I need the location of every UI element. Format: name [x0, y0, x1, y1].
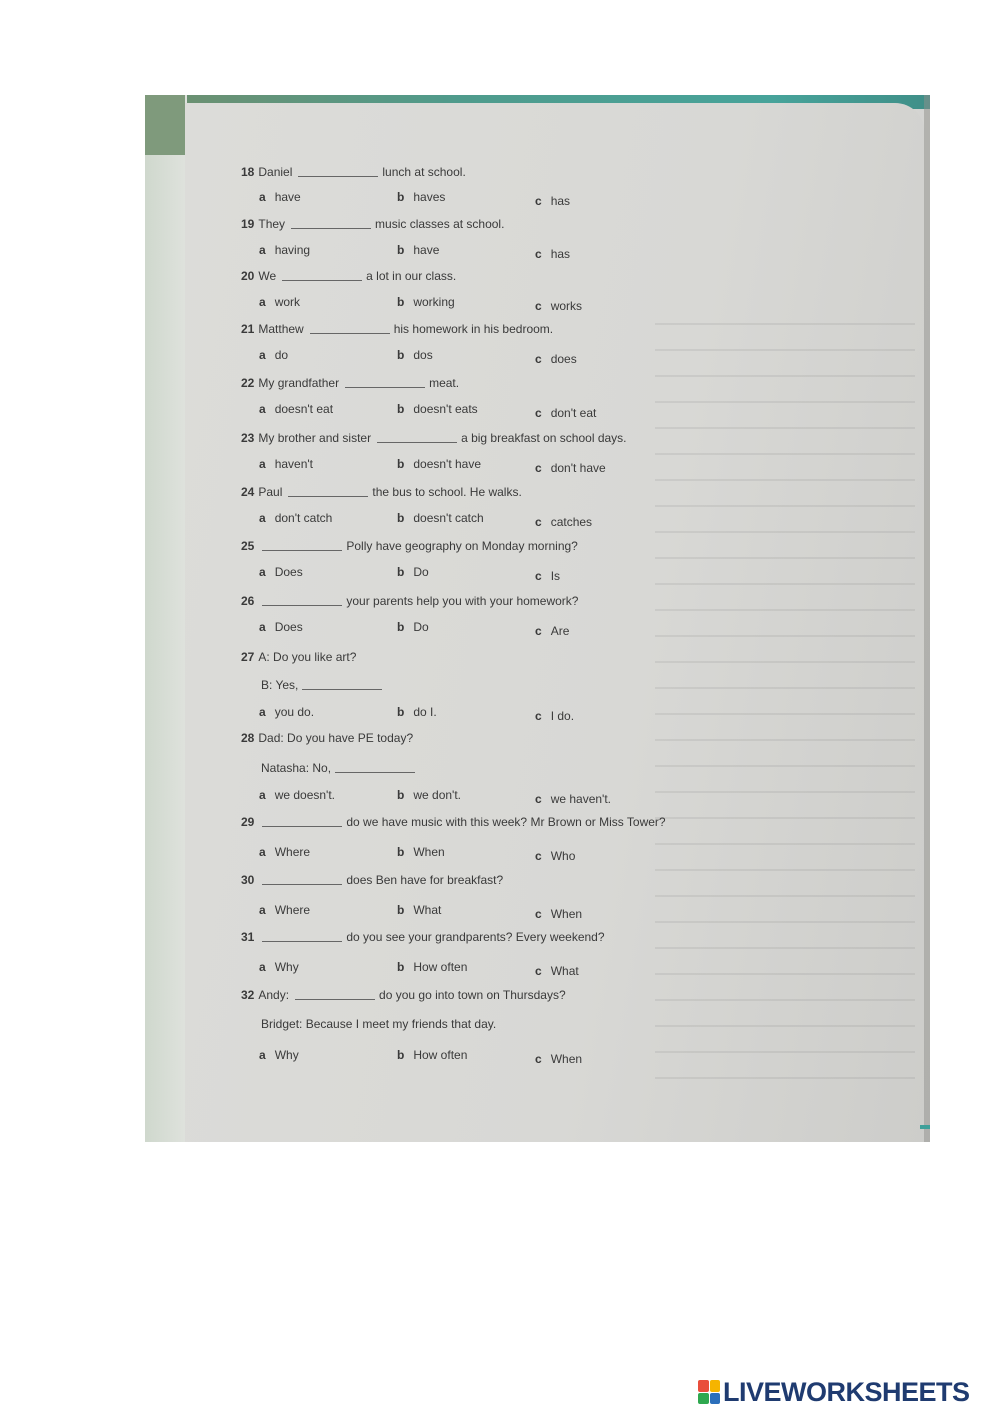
option-b[interactable] [397, 348, 433, 362]
option-text: does [550, 352, 577, 366]
answer-blank[interactable] [345, 377, 425, 388]
option-letter: b [397, 565, 405, 579]
question-text-after: do you see your grandparents? Every weekend? [346, 930, 605, 944]
answer-blank[interactable] [262, 874, 342, 885]
option-a[interactable] [259, 295, 300, 309]
question-text-after: a lot in our class. [366, 269, 457, 283]
option-a[interactable] [259, 348, 288, 362]
answer-blank[interactable] [291, 218, 371, 229]
option-b[interactable] [397, 402, 478, 416]
option-letter: c [535, 194, 542, 208]
option-c[interactable] [535, 964, 579, 978]
question-number: 19 [241, 217, 255, 231]
option-letter: a [259, 457, 266, 471]
option-letter: b [397, 1048, 405, 1062]
option-text: working [413, 295, 455, 309]
option-letter: b [397, 243, 405, 257]
option-letter: c [535, 1052, 542, 1066]
option-text: Are [550, 624, 570, 638]
option-c[interactable] [535, 247, 570, 261]
question-number: 27 [241, 650, 255, 664]
option-c[interactable] [535, 709, 574, 723]
question-text-before: Daniel [258, 165, 293, 179]
answer-blank[interactable] [262, 931, 342, 942]
question-text-after: your parents help you with your homework? [346, 594, 579, 608]
answer-blank[interactable] [302, 679, 382, 690]
question-25 [241, 539, 578, 553]
option-letter: b [397, 402, 405, 416]
option-letter: c [535, 461, 542, 475]
question-24 [241, 485, 522, 499]
question-number: 31 [241, 930, 255, 944]
option-letter: b [397, 903, 405, 917]
option-c[interactable] [535, 907, 582, 921]
option-text: doesn't eats [413, 402, 478, 416]
option-b[interactable] [397, 457, 481, 471]
question-32 [241, 988, 566, 1002]
option-a[interactable] [259, 1048, 299, 1062]
option-b[interactable] [397, 903, 441, 917]
option-letter: a [259, 620, 266, 634]
option-a[interactable] [259, 788, 335, 802]
option-text: we haven't. [550, 792, 612, 806]
book-cover-edge [145, 95, 187, 1142]
option-letter: a [259, 295, 266, 309]
option-letter: a [259, 402, 266, 416]
option-a[interactable] [259, 620, 303, 634]
answer-blank[interactable] [282, 270, 362, 281]
question-text-after: a big breakfast on school days. [461, 431, 627, 445]
option-letter: b [397, 511, 405, 525]
question-22 [241, 376, 459, 390]
option-a[interactable] [259, 457, 313, 471]
question-number: 26 [241, 594, 255, 608]
option-text: catches [550, 515, 593, 529]
option-c[interactable] [535, 194, 570, 208]
option-text: work [274, 295, 301, 309]
answer-blank[interactable] [335, 762, 415, 773]
option-a[interactable] [259, 402, 333, 416]
logo-icon [698, 1380, 720, 1404]
option-letter: b [397, 620, 405, 634]
option-text: Where [274, 845, 311, 859]
option-b[interactable] [397, 243, 439, 257]
option-a[interactable] [259, 705, 314, 719]
option-text: don't have [550, 461, 606, 475]
question-text-before: We [258, 269, 277, 283]
question-text-after: do we have music with this week? Mr Brown or Miss Tower? [346, 815, 666, 829]
question-text-after: lunch at school. [382, 165, 466, 179]
option-text: we don't. [413, 788, 461, 802]
option-text: Why [274, 960, 299, 974]
option-b[interactable] [397, 511, 484, 525]
question-number: 29 [241, 815, 255, 829]
option-text: has [550, 247, 571, 261]
option-letter: a [259, 511, 266, 525]
option-letter: b [397, 457, 405, 471]
question-29 [241, 815, 666, 829]
question-27-second-line [261, 678, 386, 692]
option-text: When [413, 845, 445, 859]
question-number: 20 [241, 269, 255, 283]
option-text: having [274, 243, 311, 257]
option-letter: c [535, 569, 542, 583]
question-18 [241, 165, 466, 179]
dialogue-text: Bridget: Because I meet my friends that day. [261, 1017, 497, 1031]
option-c[interactable] [535, 406, 596, 420]
option-text: When [550, 907, 583, 921]
question-31 [241, 930, 605, 944]
option-text: Why [274, 1048, 299, 1062]
option-c[interactable] [535, 461, 606, 475]
answer-blank[interactable] [298, 166, 378, 177]
option-text: has [550, 194, 571, 208]
option-letter: c [535, 515, 542, 529]
question-text-after: Polly have geography on Monday morning? [346, 539, 578, 553]
option-text: don't catch [274, 511, 333, 525]
option-letter: c [535, 352, 542, 366]
question-text-after: do you go into town on Thursdays? [379, 988, 566, 1002]
option-b[interactable] [397, 295, 455, 309]
option-b[interactable] [397, 788, 461, 802]
answer-blank[interactable] [310, 323, 390, 334]
option-text: doesn't have [413, 457, 482, 471]
question-30 [241, 873, 503, 887]
question-text-after: the bus to school. He walks. [372, 485, 522, 499]
question-number: 25 [241, 539, 255, 553]
option-letter: a [259, 348, 266, 362]
option-letter: a [259, 960, 266, 974]
question-32-second-line [261, 1017, 496, 1031]
option-text: works [550, 299, 583, 313]
option-text: Who [550, 849, 576, 863]
option-letter: a [259, 845, 266, 859]
question-28 [241, 731, 415, 745]
option-a[interactable] [259, 903, 310, 917]
option-text: dos [413, 348, 433, 362]
question-number: 18 [241, 165, 255, 179]
question-text-before: My grandfather [258, 376, 340, 390]
question-19 [241, 217, 504, 231]
question-text-before: Paul [258, 485, 283, 499]
option-letter: c [535, 849, 542, 863]
option-text: doesn't catch [413, 511, 484, 525]
question-21 [241, 322, 553, 336]
question-number: 30 [241, 873, 255, 887]
answer-blank[interactable] [295, 989, 375, 1000]
question-text-after: meat. [429, 376, 460, 390]
option-c[interactable] [535, 849, 575, 863]
option-c[interactable] [535, 792, 611, 806]
question-text-after: does Ben have for breakfast? [346, 873, 504, 887]
option-letter: b [397, 845, 405, 859]
option-b[interactable] [397, 620, 429, 634]
option-letter: c [535, 964, 542, 978]
question-text-before: Matthew [258, 322, 304, 336]
logo-text: LIVEWORKSHEETS [723, 1376, 970, 1407]
question-23 [241, 431, 627, 445]
option-letter: a [259, 565, 266, 579]
option-letter: a [259, 788, 266, 802]
option-text: Does [274, 565, 303, 579]
option-text: do I. [413, 705, 437, 719]
option-text: Do [413, 620, 429, 634]
option-a[interactable] [259, 845, 310, 859]
option-b[interactable] [397, 190, 445, 204]
option-text: do [274, 348, 289, 362]
question-text-before: A: Do you like art? [258, 650, 357, 664]
option-text: have [274, 190, 301, 204]
option-a[interactable] [259, 960, 299, 974]
question-number: 32 [241, 988, 255, 1002]
option-letter: a [259, 903, 266, 917]
option-text: don't eat [550, 406, 597, 420]
question-text-after: music classes at school. [375, 217, 505, 231]
question-number: 22 [241, 376, 255, 390]
option-letter: b [397, 705, 405, 719]
question-text-before: Dad: Do you have PE today? [258, 731, 414, 745]
option-c[interactable] [535, 569, 560, 583]
worksheet-photo [145, 95, 930, 1142]
option-c[interactable] [535, 1052, 582, 1066]
option-text: have [413, 243, 440, 257]
option-c[interactable] [535, 624, 569, 638]
option-text: How often [413, 1048, 468, 1062]
option-b[interactable] [397, 1048, 467, 1062]
option-letter: b [397, 348, 405, 362]
question-text-after: his homework in his bedroom. [393, 322, 554, 336]
option-letter: c [535, 709, 542, 723]
option-letter: a [259, 1048, 266, 1062]
option-letter: c [535, 299, 542, 313]
question-number: 23 [241, 431, 255, 445]
option-text: When [550, 1052, 583, 1066]
option-letter: b [397, 788, 405, 802]
option-text: What [413, 903, 442, 917]
question-number: 24 [241, 485, 255, 499]
option-letter: b [397, 295, 405, 309]
answer-blank[interactable] [262, 816, 342, 827]
option-text: I do. [550, 709, 575, 723]
bleed-through-text [655, 323, 915, 1103]
question-26 [241, 594, 578, 608]
answer-blank[interactable] [262, 595, 342, 606]
option-text: haven't [274, 457, 314, 471]
question-28-second-line [261, 761, 419, 775]
question-27 [241, 650, 358, 664]
option-letter: a [259, 243, 266, 257]
option-text: Where [274, 903, 311, 917]
question-20 [241, 269, 456, 283]
option-c[interactable] [535, 352, 577, 366]
option-text: How often [413, 960, 468, 974]
option-letter: b [397, 190, 405, 204]
option-a[interactable] [259, 565, 303, 579]
option-letter: c [535, 792, 542, 806]
option-text: doesn't eat [274, 402, 334, 416]
dialogue-text: Natasha: No, [261, 761, 332, 775]
question-text-before: My brother and sister [258, 431, 372, 445]
option-c[interactable] [535, 515, 592, 529]
option-text: haves [413, 190, 446, 204]
liveworksheets-logo [698, 1375, 970, 1409]
option-b[interactable] [397, 960, 467, 974]
option-a[interactable] [259, 190, 301, 204]
option-c[interactable] [535, 299, 582, 313]
option-letter: a [259, 190, 266, 204]
option-a[interactable] [259, 511, 332, 525]
option-text: What [550, 964, 579, 978]
option-letter: a [259, 705, 266, 719]
question-number: 21 [241, 322, 255, 336]
question-text-before: They [258, 217, 286, 231]
option-letter: c [535, 406, 542, 420]
option-letter: b [397, 960, 405, 974]
answer-blank[interactable] [262, 540, 342, 551]
option-b[interactable] [397, 565, 429, 579]
option-text: you do. [274, 705, 315, 719]
option-text: Is [550, 569, 561, 583]
option-letter: c [535, 624, 542, 638]
question-text-before: Andy: [258, 988, 290, 1002]
option-a[interactable] [259, 243, 310, 257]
answer-blank[interactable] [288, 486, 368, 497]
answer-blank[interactable] [377, 432, 457, 443]
option-letter: c [535, 907, 542, 921]
option-b[interactable] [397, 845, 445, 859]
option-text: we doesn't. [274, 788, 336, 802]
dialogue-text: B: Yes, [261, 678, 299, 692]
option-text: Do [413, 565, 429, 579]
option-text: Does [274, 620, 303, 634]
question-number: 28 [241, 731, 255, 745]
option-b[interactable] [397, 705, 437, 719]
option-letter: c [535, 247, 542, 261]
